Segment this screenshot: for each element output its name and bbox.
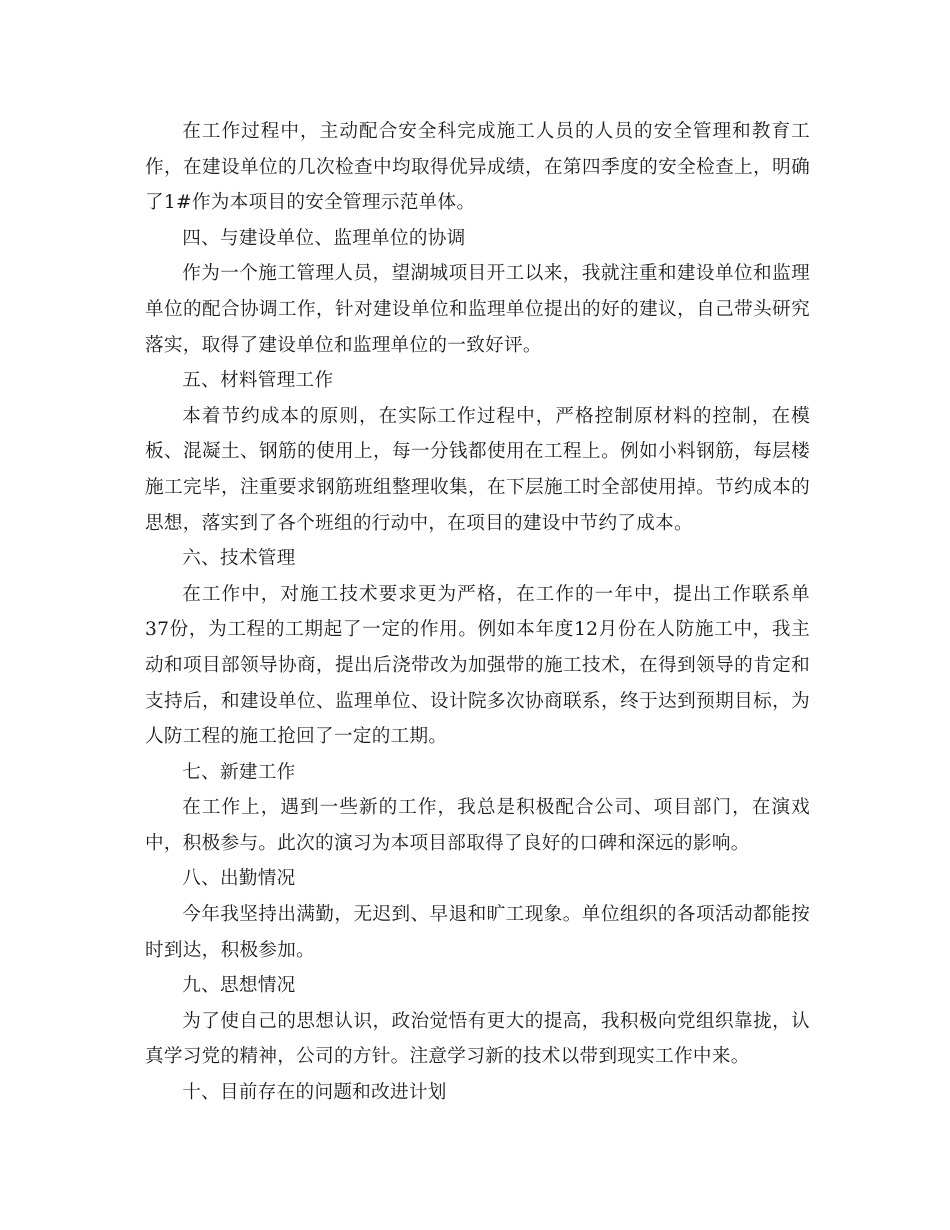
section-heading-problems: 十、目前存在的问题和改进计划 bbox=[182, 1082, 447, 1104]
paragraph-ideology: 为了使自己的思想认识，政治觉悟有更大的提高，我积极向党组织靠拢，认真学习党的精神，公司的方针。注意学习新的技术以带到现实工作中来。 bbox=[145, 1010, 810, 1068]
section-heading-coordination: 四、与建设单位、监理单位的协调 bbox=[182, 227, 466, 249]
paragraph-attendance: 今年我坚持出满勤，无迟到、早退和旷工现象。单位组织的各项活动都能按时到达，积极参加。 bbox=[145, 904, 810, 961]
document-body bbox=[145, 114, 810, 1111]
section-heading-technical: 六、技术管理 bbox=[182, 548, 296, 570]
paragraph-materials: 本着节约成本的原则，在实际工作过程中，严格控制原材料的控制，在模板、混凝土、钢筋的使用上，每一分钱都使用在工程上。例如小料钢筋，每层楼施工完毕，注重要求钢筋班组整理收集，在下层施工时全部使用掉。节约成本的思想，落实到了各个班组的行动中，在项目的建设中节约了成本。 bbox=[145, 405, 810, 534]
section-heading-ideology: 九、思想情况 bbox=[182, 975, 296, 997]
paragraph-technical: 在工作中，对施工技术要求更为严格，在工作的一年中，提出工作联系单37份，为工程的工期起了一定的作用。例如本年度12月份在人防施工中，我主动和项目部领导协商，提出后浇带改为加强带的施工技术，在得到领导的肯定和支持后，和建设单位、监理单位、设计院多次协商联系，终于达到预期目标，为人防工程的施工抢回了一定的工期。 bbox=[145, 583, 810, 748]
paragraph-new-work: 在工作上，遇到一些新的工作，我总是积极配合公司、项目部门，在演戏中，积极参与。此次的演习为本项目部取得了良好的口碑和深远的影响。 bbox=[145, 797, 810, 854]
paragraph-safety-management: 在工作过程中，主动配合安全科完成施工人员的人员的安全管理和教育工作，在建设单位的几次检查中均取得优异成绩，在第四季度的安全检查上，明确了1#作为本项目的安全管理示范单体。 bbox=[145, 121, 810, 214]
section-heading-attendance: 八、出勤情况 bbox=[182, 868, 296, 890]
paragraph-coordination: 作为一个施工管理人员，望湖城项目开工以来，我就注重和建设单位和监理单位的配合协调工作，针对建设单位和监理单位提出的好的建议，自己带头研究落实，取得了建设单位和监理单位的一致好评。 bbox=[145, 263, 810, 356]
section-heading-materials: 五、材料管理工作 bbox=[182, 370, 334, 392]
section-heading-new-work: 七、新建工作 bbox=[182, 761, 296, 783]
